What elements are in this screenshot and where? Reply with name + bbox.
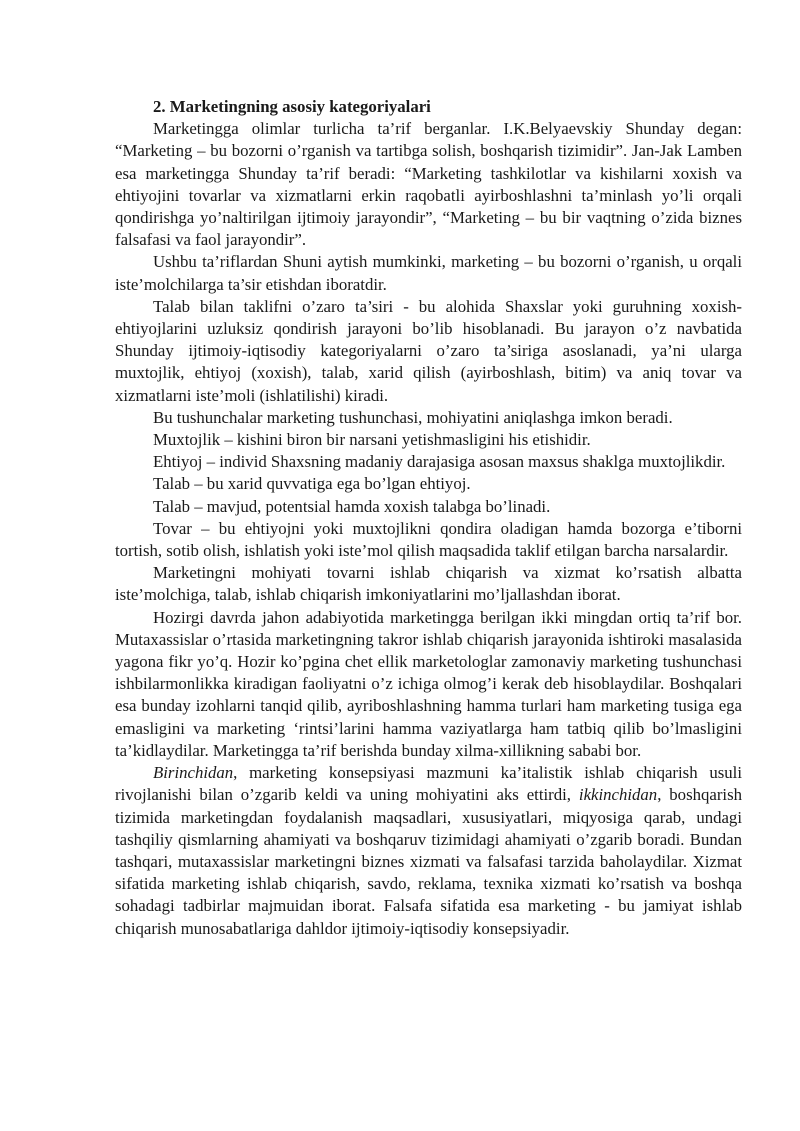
paragraph-summary: Ushbu ta’riflardan Shuni aytish mumkinki, marketing – bu bozorni o’rganish, u orqali iste’molchilarga ta’sir etishdan iboratdir. — [115, 252, 742, 294]
paragraph-want: Ehtiyoj – individ Shaxsning madaniy darajasiga asosan maxsus shaklga muxtojlikdir. — [153, 452, 726, 472]
paragraph-definitions: Marketingga olimlar turlicha ta’rif berganlar. I.K.Belyaevskiy Shunday degan: “Marketing – bu bozorni o’rganish va tartibga solish, boshqarish tizimidir”. Jan-Jak Lamben esa marketingga Shunday ta’rif beradi: “Marketing tashkilotlar va kishilarni xoxish va ehtiyojini tovarlar va xizmatlarni erkin raqobatli ayirboshlashni ta’minlash yo’li orqali qondirishga yo’naltirilgan ijtimoiy jarayondir”, “Marketing – bu bir vaqtning o’zida biznes falsafasi va faol jarayondir”. — [115, 119, 742, 250]
document-page — [115, 96, 742, 940]
paragraph-literature: Hozirgi davrda jahon adabiyotida marketingga berilgan ikki mingdan ortiq ta’rif bor. Mutaxassislar o’rtasida marketingning takror ishlab chiqarish jarayonida ishtiroki masalasida yagona fikr yo’q. Hozir ko’pgina chet ellik marketologlar zamonaviy marketing tushunchasi ishbilarmonlikka kiradigan faoliyatni o’z ichiga olmog’i kerak deb hisoblaydilar. Boshqalari esa bunday izohlarni tanqid qilib, ayriboshlashning hamma turlari ham marketing tusiga ega emasligini va marketing ‘rintsi’larini hamma vaziyatlarga ham tatbiq qilib bo’lmasligini ta’kidlaydilar. Marketingga ta’rif berishda bunday xilma-xillikning sababi bor. — [115, 607, 742, 760]
paragraph-product: Tovar – bu ehtiyojni yoki muxtojlikni qondira oladigan hamda bozorga e’tiborni tortish, sotib olish, ishlatish yoki iste’mol qilish maqsadida taklif etilgan barcha narsalardir. — [115, 518, 742, 561]
emphasis-first: Birinchidan — [153, 763, 234, 783]
paragraph-demand-types: Talab – mavjud, potentsial hamda xoxish talabga bo’linadi. — [153, 496, 551, 516]
paragraph-demand: Talab – bu xarid quvvatiga ega bo’lgan ehtiyoj. — [153, 474, 471, 494]
paragraph-concepts: Bu tushunchalar marketing tushunchasi, mohiyatini aniqlashga imkon beradi. — [153, 407, 673, 427]
reasons-text-1: , marketing konsepsiyasi mazmuni ka’italistik ishlab chiqarish usuli rivojlanishi bilan o’zgarib keldi va uning mohiyatini aks ettirdi, — [115, 763, 742, 805]
emphasis-second: ikkinchidan — [578, 785, 658, 805]
reasons-text-2: , boshqarish tizimida marketingdan foydalanish maqsadlari, xususiyatlari, miqyosiga qarab, undagi tashqiliy qismlarning ahamiyati va boshqaruv tizimidagi ahamiyati o’zgarib boradi. Bundan tashqari, mutaxassislar marketingni biznes xizmati va falsafasi tarzida baholaydilar. Xizmat sifatida marketing ishlab chiqarish, savdo, reklama, texnika xizmati ko’rsatish va boshqa sohadagi tadbirlar majmuidan iborat. Falsafa sifatida esa marketing - bu jamiyat ishlab chiqarish munosabatlariga dahldor ijtimoiy-iqtisodiy konsepsiyadir. — [115, 785, 743, 938]
paragraph-reasons — [115, 762, 742, 940]
section-heading: 2. Marketingning asosiy kategoriyalari — [153, 97, 431, 116]
paragraph-essence: Marketingni mohiyati tovarni ishlab chiqarish va xizmat ko’rsatish albatta iste’molchiga, talab, ishlab chiqarish imkoniyatlarini mo’ljallashdan iborat. — [115, 563, 742, 605]
paragraph-supply-demand: Talab bilan taklifni o’zaro ta’siri - bu alohida Shaxslar yoki guruhning xoxish-ehtiyojlarini uzluksiz qondirish jarayoni bo’lib hisoblanadi. Bu jarayon o’z navbatida Shunday ijtimoiy-iqtisodiy kategoriyalarni o’zaro ta’siriga asoslanadi, ya’ni ularga muxtojlik, ehtiyoj (xoxish), talab, xarid qilish (ayirboshlash, bitim) va aniq tovar va xizmatlarni iste’moli (ishlatilishi) kiradi. — [115, 296, 742, 405]
paragraph-need: Muxtojlik – kishini biron bir narsani yetishmasligini his etishidir. — [153, 430, 591, 450]
